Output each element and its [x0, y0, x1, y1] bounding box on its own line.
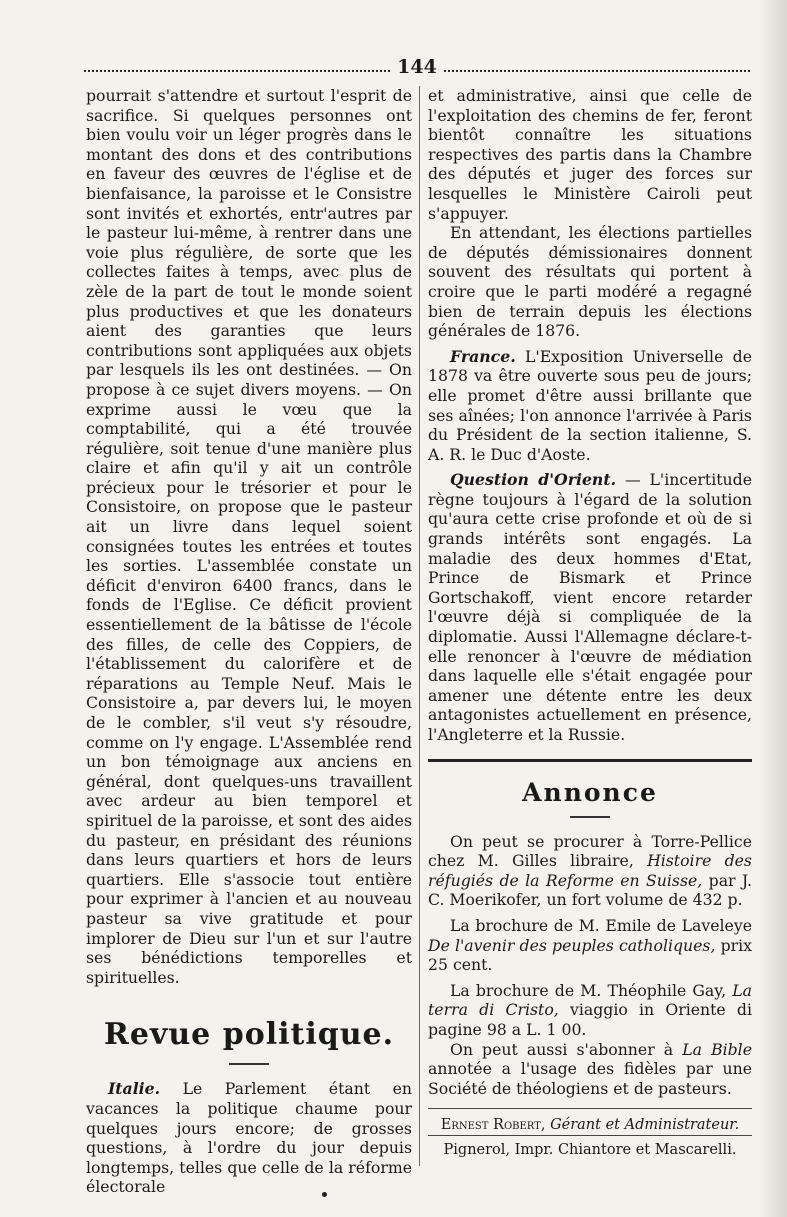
annonce-top-rule — [428, 759, 752, 762]
france-text: L'Exposition Universelle de 1878 va être ouverte sous peu de jours; elle promet d'être aussi brillante que ses aînées; l'on annonce l'arrivée à Paris du Président de la section italienne, S. A. R. le Duc d'Aoste. — [428, 346, 752, 464]
annonce-rule — [570, 816, 610, 818]
annonce-item-gilles: On peut se procurer à Torre-Pellice chez M. Gilles libraire, Histoire des réfugiés de la Reforme en Suisse, par J. C. Moerikofer, un fort volume de 432 p. — [428, 831, 752, 910]
manager-role: Gérant et Administrateur. — [550, 1117, 740, 1134]
left-column — [86, 86, 412, 1197]
page-edge-shadow — [759, 0, 787, 1217]
italie-text: Le Parlement étant en vacances la politique chaume pour quelques jours encore; de grosses questions, à l'ordre du jour depuis longtemps, telles que celle de la réforme électorale — [86, 1079, 412, 1197]
column-divider — [419, 86, 420, 1166]
right-column — [428, 86, 752, 1160]
page-number: 144 — [391, 56, 443, 78]
france-label: France. — [449, 346, 516, 366]
section-title-revue-politique: Revue politique. — [103, 1017, 395, 1053]
orient-label: Question d'Orient. — [449, 470, 617, 490]
page-header — [84, 56, 750, 82]
annonce-item-gay: La brochure de M. Théophile Gay, La terra di Cristo, viaggio in Oriente di pagine 98 a L. 1 00. — [428, 980, 752, 1039]
page-mark — [322, 1192, 327, 1197]
orient-paragraph — [428, 470, 752, 744]
printer-line: Pignerol, Impr. Chiantore et Mascarelli. — [428, 1135, 752, 1160]
consistoire-paragraph: pourrait s'attendre et surtout l'esprit de sacrifice. Si quelques personnes ont bien voulu voir un léger progrès dans le montant des dons et des contributions en faveur des œuvres de l'église et de bienfaisance, la paroisse et le Consistre sont invités et exhortés, entr'autres par le pasteur lui-même, à rentrer dans une voie plus régulière, de sorte que les collectes faites à temps, avec plus de zèle de la part de tout le monde soient plus productives et que les donateurs aient des garanties que leurs contributions sont appliquées aux objets par lesquels ils les ont destinées. — On propose à ce sujet divers moyens. — On exprime aussi le vœu que la comptabilité, qui a été trouvée régulière, soit tenue d'une manière plus claire et afin qu'il y ait un contrôle précieux pour le trésorier et pour le Consistoire, on propose que le pasteur ait un livre dans lequel soient consignées toutes les entrées et toutes les sorties. L'assemblée constate un déficit d'environ 6400 francs, dans le fonds de l'Eglise. Ce déficit provient essentiellement de la bâtisse de l'école des filles, de celle des Coppiers, de l'établissement du calorifère et de réparations au Temple Neuf. Mais le Consistoire a, par devers lui, le moyen de le combler, s'il veut s'y résoudre, comme on l'y engage. L'Assemblée rend un bon témoignage aux anciens en général, dont quelques-uns travaillent avec ardeur au bien temporel et spirituel de la paroisse, et sont des aides du pasteur, en présidant des réunions dans leurs quartiers et hors de leurs quartiers. Elle s'associe tout entière pour exprimer à l'ancien et au nouveau pasteur sa vive gratitude et pour implorer de Dieu sur l'un et sur l'autre ses bénédictions temporelles et spirituelles. — [86, 86, 412, 987]
annonce-item-laveleye: La brochure de M. Emile de Laveleye De l'avenir des peuples catholiques, prix 25 cent. — [428, 915, 752, 975]
orient-text: — L'incertitude règne toujours à l'égard de la solution qu'aura cette crise profonde et où de si grands intérêts sont engagés. La maladie des deux hommes d'Etat, Prince de Bismark et Prince Gortschakoff, vient encore retarder l'œuvre déjà si compliquée de la diplomatie. Aussi l'Allemagne déclare-t-elle renoncer à l'œuvre de médiation dans laquelle elle s'était engagée pour amener une détente entre les deux antagonistes actuellement en présence, l'Angleterre et la Russie. — [428, 470, 752, 744]
section-rule — [229, 1063, 269, 1065]
italie-paragraph — [86, 1079, 412, 1197]
annonce-title: Annonce — [522, 777, 658, 807]
elections-paragraph: En attendant, les élections partielles de députés démissionaires donnent souvent des résultats qui portent à croire que le parti modéré a regagné bien de terrain depuis les élections générales de 1876. — [428, 223, 752, 341]
manager-line — [428, 1108, 752, 1135]
annonce-item-bible: On peut aussi s'abonner à La Bible annotée a l'usage des fidèles par une Société de théologiens et de pasteurs. — [428, 1039, 752, 1098]
france-paragraph — [428, 347, 752, 465]
italie-continued-paragraph: et administrative, ainsi que celle de l'exploitation des chemins de fer, feront bientôt connaître les situations respectives des partis dans la Chambre des députés et juger des forces sur lesquelles le Ministère Cairoli peut s'appuyer. — [428, 86, 752, 223]
italie-label: Italie. — [107, 1079, 161, 1099]
manager-name: Ernest Robert, — [440, 1117, 546, 1134]
